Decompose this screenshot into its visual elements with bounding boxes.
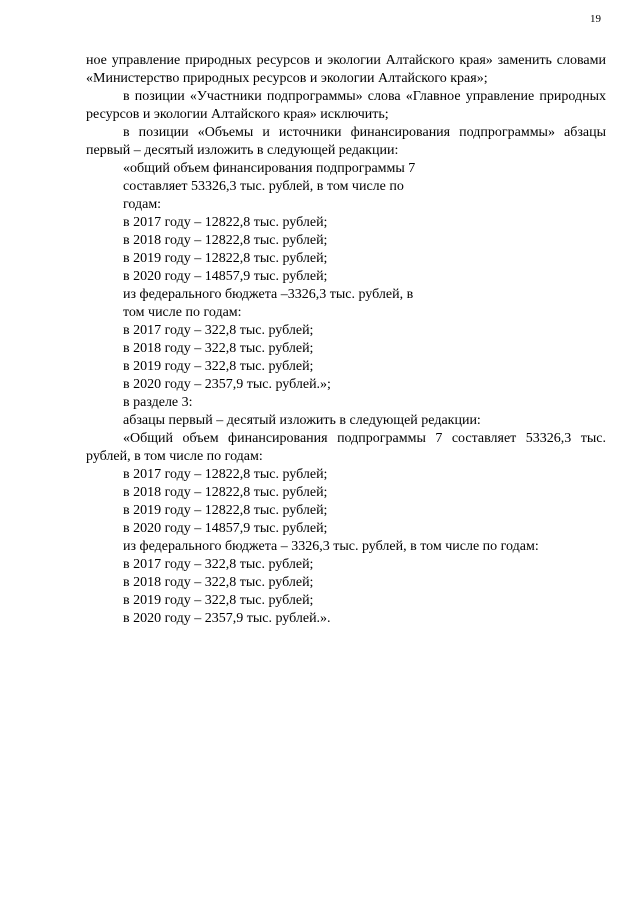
quote-federal-line-2: том числе по годам: <box>123 305 242 320</box>
section3-year-total: в 2019 году – 12822,8 тыс. рублей; <box>123 503 328 518</box>
section3-year-total: в 2018 году – 12822,8 тыс. рублей; <box>123 485 328 500</box>
quote-line-1: «общий объем финансирования подпрограммы 7 <box>123 161 416 176</box>
quote-year-federal: в 2019 году – 322,8 тыс. рублей; <box>123 359 314 374</box>
section3-total-paragraph: «Общий объем финансирования подпрограммы 7 составляет 53326,3 тыс. рублей, в том числе по годам: <box>86 431 606 464</box>
section3-heading: в разделе 3: <box>123 395 193 410</box>
section3-federal: из федерального бюджета – 3326,3 тыс. рублей, в том числе по годам: <box>123 539 539 554</box>
section3-year-federal: в 2020 году – 2357,9 тыс. рублей.». <box>123 611 331 626</box>
document-body <box>86 52 606 628</box>
quote-year-federal: в 2018 году – 322,8 тыс. рублей; <box>123 341 314 356</box>
section3-year-total: в 2020 году – 14857,9 тыс. рублей; <box>123 521 328 536</box>
section3-year-total: в 2017 году – 12822,8 тыс. рублей; <box>123 467 328 482</box>
section3-intro: абзацы первый – десятый изложить в следующей редакции: <box>123 413 481 428</box>
section3-year-federal: в 2019 году – 322,8 тыс. рублей; <box>123 593 314 608</box>
quote-year-federal: в 2017 году – 322,8 тыс. рублей; <box>123 323 314 338</box>
section3-year-federal: в 2018 году – 322,8 тыс. рублей; <box>123 575 314 590</box>
passport-funding-quote <box>86 160 435 394</box>
quote-year-total: в 2018 году – 12822,8 тыс. рублей; <box>123 233 328 248</box>
page-number: 19 <box>590 13 601 25</box>
quote-year-total: в 2019 году – 12822,8 тыс. рублей; <box>123 251 328 266</box>
quote-year-total: в 2017 году – 12822,8 тыс. рублей; <box>123 215 328 230</box>
quote-federal-line-1: из федерального бюджета –3326,3 тыс. рублей, в <box>123 287 414 302</box>
paragraph-3: в позиции «Объемы и источники финансирования подпрограммы» абзацы первый – десятый изложить в следующей редакции: <box>86 125 606 158</box>
quote-year-total: в 2020 году – 14857,9 тыс. рублей; <box>123 269 328 284</box>
paragraph-1: ное управление природных ресурсов и экологии Алтайского края» заменить словами «Министерство природных ресурсов и экологии Алтайского края»; <box>86 53 606 86</box>
quote-line-3: годам: <box>123 197 162 212</box>
section3-year-federal: в 2017 году – 322,8 тыс. рублей; <box>123 557 314 572</box>
quote-year-federal: в 2020 году – 2357,9 тыс. рублей.»; <box>123 377 331 392</box>
paragraph-2: в позиции «Участники подпрограммы» слова «Главное управление природных ресурсов и экологии Алтайского края» исключить; <box>86 89 606 122</box>
quote-line-2: составляет 53326,3 тыс. рублей, в том числе по <box>123 179 404 194</box>
